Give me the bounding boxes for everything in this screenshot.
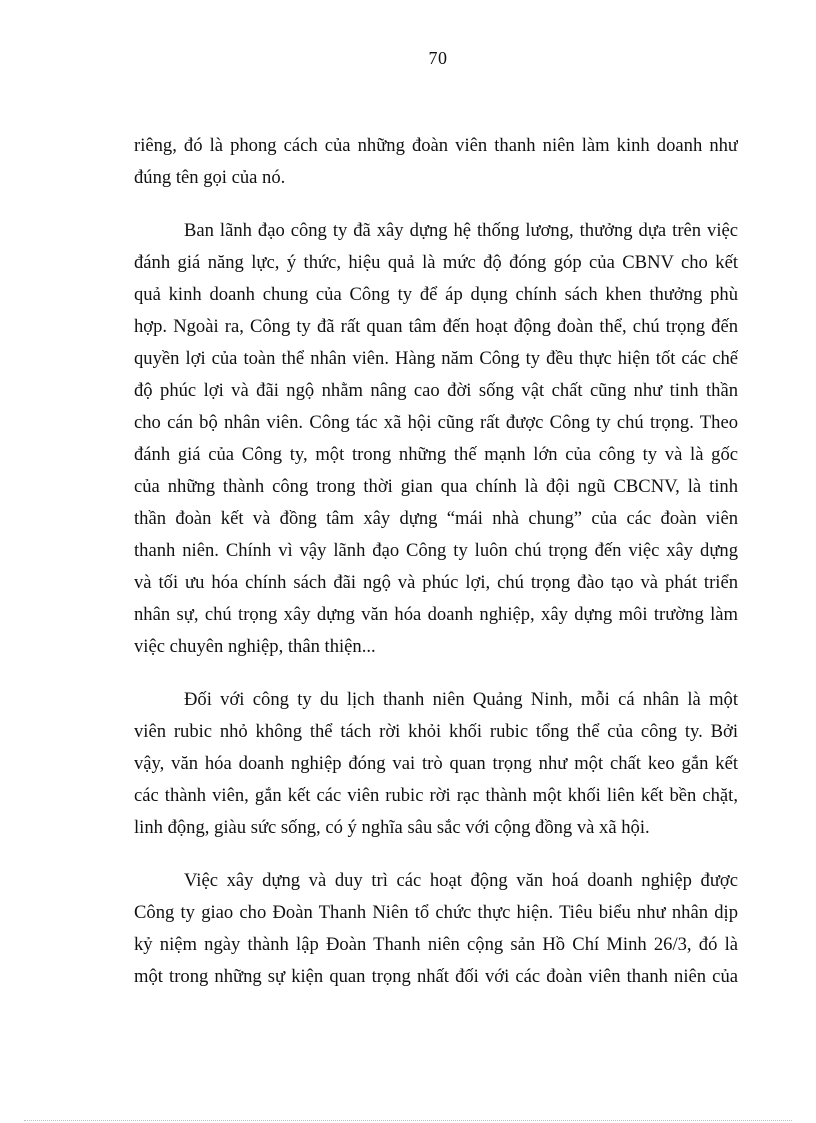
text-line: viên rubic nhỏ không thể tách rời khỏi khối rubic tổng thể của công ty. Bởi (134, 721, 738, 742)
text-line: Việc xây dựng và duy trì các hoạt động văn hoá doanh nghiệp được (184, 870, 738, 891)
paragraph (134, 684, 738, 844)
text-line: thần đoàn kết và đồng tâm xây dựng “mái nhà chung” của các đoàn viên (134, 508, 738, 529)
text-line: nhân sự, chú trọng xây dựng văn hóa doanh nghiệp, xây dựng môi trường làm (134, 604, 738, 625)
page-bottom-divider (24, 1120, 792, 1121)
text-line: đúng tên gọi của nó. (134, 167, 286, 188)
text-line: các thành viên, gắn kết các viên rubic rời rạc thành một khối liên kết bền chặt, (134, 785, 738, 806)
text-line: riêng, đó là phong cách của những đoàn viên thanh niên làm kinh doanh như (134, 135, 738, 156)
paragraph (134, 215, 738, 663)
text-line: quả kinh doanh chung của Công ty để áp dụng chính sách khen thưởng phù (134, 284, 738, 305)
text-line: đánh giá của Công ty, một trong những thế mạnh lớn của công ty và là gốc (134, 444, 738, 465)
text-line: cho cán bộ nhân viên. Công tác xã hội cũng rất được Công ty chú trọng. Theo (134, 412, 738, 433)
paragraph-spacer (134, 663, 738, 684)
text-line: Công ty giao cho Đoàn Thanh Niên tổ chức thực hiện. Tiêu biểu như nhân dịp (134, 902, 738, 923)
paragraph-spacer (134, 844, 738, 865)
text-line: vậy, văn hóa doanh nghiệp đóng vai trò quan trọng như một chất keo gắn kết (134, 753, 738, 774)
text-line: hợp. Ngoài ra, Công ty đã rất quan tâm đến hoạt động đoàn thể, chú trọng đến (134, 316, 738, 337)
text-line: việc chuyên nghiệp, thân thiện... (134, 636, 376, 657)
paragraph (134, 130, 738, 194)
text-line: Ban lãnh đạo công ty đã xây dựng hệ thống lương, thưởng dựa trên việc (184, 220, 738, 241)
text-line: Đối với công ty du lịch thanh niên Quảng Ninh, mỗi cá nhân là một (184, 689, 738, 710)
text-line: linh động, giàu sức sống, có ý nghĩa sâu sắc với cộng đồng và xã hội. (134, 817, 650, 838)
text-line: của những thành công trong thời gian qua chính là đội ngũ CBCNV, là tinh (134, 476, 738, 497)
page-number: 70 (428, 48, 448, 68)
text-line: một trong những sự kiện quan trọng nhất đối với các đoàn viên thanh niên của (134, 966, 738, 987)
paragraph-spacer (134, 194, 738, 215)
text-line: quyền lợi của toàn thể nhân viên. Hàng năm Công ty đều thực hiện tốt các chế (134, 348, 738, 369)
text-line: thanh niên. Chính vì vậy lãnh đạo Công ty luôn chú trọng đến việc xây dựng (134, 540, 738, 561)
text-line: và tối ưu hóa chính sách đãi ngộ và phúc lợi, chú trọng đào tạo và phát triển (134, 572, 738, 593)
paragraph (134, 865, 738, 993)
text-line: đánh giá năng lực, ý thức, hiệu quả là mức độ đóng góp của CBNV cho kết (134, 252, 738, 273)
text-line: độ phúc lợi và đãi ngộ nhằm nâng cao đời sống vật chất cũng như tinh thần (134, 380, 738, 401)
document-body (134, 130, 738, 993)
text-line: kỷ niệm ngày thành lập Đoàn Thanh niên cộng sản Hồ Chí Minh 26/3, đó là (134, 934, 738, 955)
